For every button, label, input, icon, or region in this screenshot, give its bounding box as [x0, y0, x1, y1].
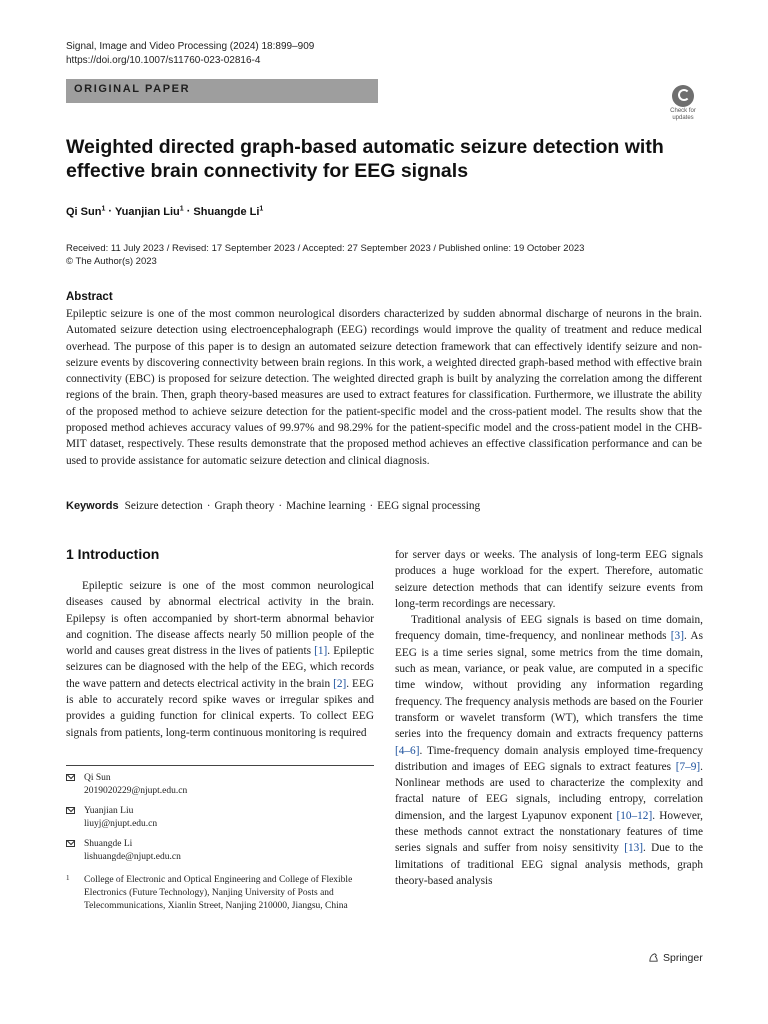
check-updates-label: Check for updates	[670, 108, 696, 121]
article-type-label: ORIGINAL PAPER	[74, 83, 191, 95]
text-run: . However, these methods cannot extract the nonstationary features of time series signals and suffer from noisy sensitivity	[395, 809, 703, 855]
author-list	[66, 205, 263, 218]
citation-link[interactable]: [2]	[333, 677, 347, 690]
affiliation-number: 1	[66, 874, 70, 882]
contact-entry	[66, 805, 374, 835]
keyword-separator: ·	[278, 500, 283, 512]
keywords-label: Keywords	[66, 500, 119, 512]
contact-name: Yuanjian Liu	[84, 806, 134, 816]
contact-entry	[66, 772, 374, 802]
abstract-text: Epileptic seizure is one of the most common neurological disorders characterized by sudden abnormal discharge of neurons in the brain. Automated seizure detection using electroencephalograph (EEG) recordings would improve the quality of treatment and reduce medical overhead. The purpose of this paper is to design an automated seizure detection framework that can effectively identify seizure and non-seizure events by discovering connectivity between brain regions. In this work, a weighted directed graph-based method with effective brain connectivity (EBC) is proposed for seizure detection. The weighted directed graph is built by analyzing the correlation among the different regions of the brain. Then, graph theory-based measures are used to extract features for classification. Furthermore, we illustrate the ability of the proposed method to achieve seizure detection for the patient-specific model and the cross-patient model. The results show that the proposed method achieves accuracy values of 99.97% and 98.29% for the patient-specific model and the cross-patient model in the CHB-MIT dataset, respectively. These results demonstrate that the proposed method achieves an effective classification performance and can be used to provide assistance for automatic seizure detection and clinical diagnosis.	[66, 308, 702, 467]
citation-link[interactable]: [10–12]	[616, 809, 653, 822]
author-name[interactable]: Qi Sun$^1$	[66, 205, 106, 218]
text-run: . Epileptic seizures can be diagnosed with the help of the EEG, which records the wave pattern and detects electrical activity in the brain	[66, 645, 374, 690]
keyword: Machine learning	[286, 500, 366, 512]
author-name[interactable]: Yuanjian Liu$^1$	[114, 205, 184, 218]
citation-link[interactable]: [13]	[624, 842, 644, 855]
contact-email[interactable]: lishuangde@njupt.edu.cn	[84, 852, 181, 862]
envelope-icon	[66, 774, 75, 781]
keywords	[66, 500, 480, 512]
journal-citation: Signal, Image and Video Processing (2024) 18:899–909	[66, 41, 315, 52]
text-run: . Nonlinear methods are used to characterize the complexity and fractal nature of EEG signals, including entropy, correlation dimension, and the largest Lyapunov exponent	[395, 760, 703, 822]
keyword-list	[125, 500, 481, 512]
envelope-icon	[66, 807, 75, 814]
text-run: Epileptic seizure is one of the most common neurological diseases caused by abnormal electrical activity in the brain. Epilepsy is often accompanied by short-term abnormal behavior and cognition. The disease affects nearly 50 million people of the world and causes great distress in the lives of patients	[66, 580, 374, 658]
abstract-heading: Abstract	[66, 291, 113, 303]
author-affiliation-mark: 1	[101, 205, 106, 212]
keyword: Seizure detection	[124, 500, 203, 512]
check-updates-icon	[672, 85, 694, 107]
publisher-mark	[648, 952, 703, 964]
paragraph	[66, 578, 374, 741]
right-column-text	[395, 547, 703, 889]
publisher-name: Springer	[663, 952, 703, 964]
citation-link[interactable]: [4–6]	[395, 744, 420, 757]
citation-link[interactable]: [3]	[670, 630, 684, 643]
springer-horse-icon	[648, 952, 659, 963]
publication-dates: Received: 11 July 2023 / Revised: 17 September 2023 / Accepted: 27 September 2023 / Published online: 19 October 2023	[66, 243, 585, 254]
keyword-separator: ·	[369, 500, 374, 512]
paragraph: for server days or weeks. The analysis of long-term EEG signals produces a huge workload for the expert. Therefore, automatic seizure detection methods that can identify seizure events from long-term recordings are necessary.	[395, 549, 703, 610]
envelope-icon	[66, 840, 75, 847]
contact-email[interactable]: 2019020229@njupt.edu.cn	[84, 786, 188, 796]
copyright-notice: © The Author(s) 2023	[66, 256, 157, 267]
text-run: . Time-frequency domain analysis employed time-frequency distribution and images of EEG signals to extract features	[395, 744, 703, 773]
doi-link[interactable]: https://doi.org/10.1007/s11760-023-02816-4	[66, 55, 261, 66]
paragraph	[395, 612, 703, 889]
footnote-divider	[66, 765, 374, 766]
citation-link[interactable]: [7–9]	[675, 760, 701, 773]
check-for-updates-badge[interactable]	[664, 83, 702, 123]
author-affiliation-mark: 1	[259, 205, 264, 212]
text-run: . As EEG is a time series signal, some metrics from the time domain, such as mean, variance, or peak value, are computed in a specific time window, without providing any information regarding frequency. The frequency analysis methods are based on the Fourier transform or wavelet transform (WT), which transfers the time series into the frequency domain and extracts frequency patterns	[395, 630, 703, 741]
contact-name: Shuangde Li	[84, 839, 133, 849]
text-run: . EEG is able to accurately record spike waves or irregular spikes and provides a guiding function for clinical experts. To collect EEG signals from patients, long-term continuous monitoring is required	[66, 677, 374, 739]
keyword: Graph theory	[214, 500, 275, 512]
contact-name: Qi Sun	[84, 773, 111, 783]
left-column-text	[66, 578, 374, 741]
keyword-separator: ·	[206, 500, 211, 512]
author-separator: ·	[183, 205, 194, 218]
contact-entry	[66, 838, 374, 868]
author-name[interactable]: Shuangde Li$^1$	[193, 205, 264, 218]
affiliation-text: College of Electronic and Optical Engineering and College of Flexible Electronics (Future Technology), Nanjing University of Posts and Telecommunications, Xianlin Street, Nanjing 210000, Jiangsu, China	[84, 875, 353, 911]
section-heading: 1 Introduction	[66, 546, 160, 562]
author-separator: ·	[105, 205, 115, 218]
citation-link[interactable]: [1]	[314, 645, 328, 658]
keyword: EEG signal processing	[377, 500, 481, 512]
text-run: Traditional analysis of EEG signals is based on time domain, frequency domain, time-frequency, and nonlinear methods	[395, 614, 703, 643]
paper-title: Weighted directed graph-based automatic seizure detection with effective brain connectivity for EEG signals	[66, 136, 664, 182]
text-run: . Due to the limitations of traditional EEG signal analysis methods, graph theory-based analysis	[395, 842, 703, 887]
contact-email[interactable]: liuyj@njupt.edu.cn	[84, 819, 158, 829]
affiliation-footnote	[66, 874, 374, 912]
author-affiliation-mark: 1	[179, 205, 184, 212]
